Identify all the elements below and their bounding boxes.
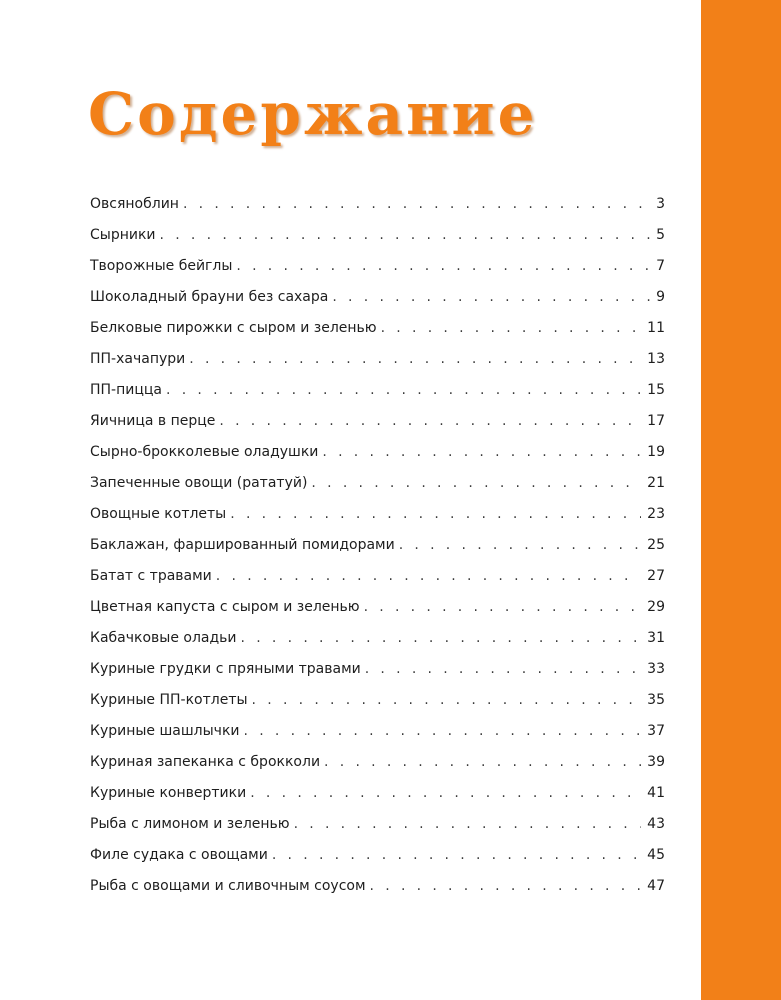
toc-dot-leader	[332, 289, 650, 305]
toc-entry-title: Куриная запеканка с брокколи	[90, 754, 321, 770]
toc-entry-page-number: 39	[647, 754, 665, 770]
toc-dot-leader	[216, 568, 641, 584]
toc-entry-title: Филе судака с овощами	[90, 847, 268, 863]
toc-entry-page-number: 23	[647, 506, 665, 522]
toc-entry-title: Куриные шашлычки	[90, 723, 240, 739]
toc-entry	[90, 351, 665, 382]
toc-entry-title: Шоколадный брауни без сахара	[90, 289, 329, 305]
toc-entry	[90, 444, 665, 475]
toc-entry	[90, 630, 665, 661]
toc-entry-page-number: 41	[647, 785, 665, 801]
toc-entry	[90, 475, 665, 506]
toc-entry-page-number: 47	[647, 878, 665, 894]
toc-dot-leader	[219, 413, 641, 429]
toc-dot-leader	[381, 320, 642, 336]
toc-entry	[90, 320, 665, 351]
toc-dot-leader	[160, 227, 651, 243]
toc-entry	[90, 382, 665, 413]
toc-entry-title: Куриные грудки с пряными травами	[90, 661, 361, 677]
toc-entry-title: Батат с травами	[90, 568, 212, 584]
toc-dot-leader	[183, 196, 650, 212]
table-of-contents	[90, 196, 665, 909]
toc-entry-page-number: 27	[647, 568, 665, 584]
toc-entry	[90, 413, 665, 444]
toc-entry-title: Творожные бейглы	[90, 258, 233, 274]
toc-entry-page-number: 13	[647, 351, 665, 367]
toc-entry	[90, 692, 665, 723]
toc-dot-leader	[365, 661, 641, 677]
toc-dot-leader	[250, 785, 641, 801]
toc-dot-leader	[370, 878, 642, 894]
toc-entry-page-number: 17	[647, 413, 665, 429]
toc-entry-title: Белковые пирожки с сыром и зеленью	[90, 320, 377, 336]
toc-dot-leader	[236, 258, 650, 274]
toc-entry	[90, 537, 665, 568]
toc-dot-leader	[399, 537, 641, 553]
page-title: Содержание	[88, 80, 538, 148]
toc-entry-page-number: 33	[647, 661, 665, 677]
toc-entry	[90, 196, 665, 227]
toc-dot-leader	[241, 630, 642, 646]
toc-entry-title: Рыба с овощами и сливочным соусом	[90, 878, 366, 894]
toc-entry-page-number: 9	[656, 289, 665, 305]
toc-entry-page-number: 11	[647, 320, 665, 336]
toc-entry-title: Цветная капуста с сыром и зеленью	[90, 599, 360, 615]
toc-entry	[90, 258, 665, 289]
orange-side-band	[701, 0, 781, 1000]
toc-dot-leader	[244, 723, 642, 739]
toc-dot-leader	[230, 506, 641, 522]
toc-entry	[90, 878, 665, 909]
toc-entry-page-number: 7	[656, 258, 665, 274]
toc-entry-title: ПП-пицца	[90, 382, 162, 398]
toc-entry-page-number: 21	[647, 475, 665, 491]
toc-entry-page-number: 31	[647, 630, 665, 646]
toc-entry-page-number: 5	[656, 227, 665, 243]
toc-entry-page-number: 35	[647, 692, 665, 708]
toc-entry-title: Куриные конвертики	[90, 785, 247, 801]
toc-entry	[90, 847, 665, 878]
toc-entry-title: Кабачковые оладьи	[90, 630, 237, 646]
toc-entry-page-number: 43	[647, 816, 665, 832]
toc-entry	[90, 227, 665, 258]
toc-dot-leader	[252, 692, 642, 708]
toc-entry-page-number: 25	[647, 537, 665, 553]
toc-entry-page-number: 3	[656, 196, 665, 212]
toc-entry-title: Яичница в перце	[90, 413, 216, 429]
toc-entry	[90, 816, 665, 847]
toc-entry	[90, 506, 665, 537]
toc-dot-leader	[272, 847, 641, 863]
toc-dot-leader	[322, 444, 641, 460]
toc-dot-leader	[166, 382, 641, 398]
toc-dot-leader	[311, 475, 641, 491]
toc-entry-page-number: 45	[647, 847, 665, 863]
toc-entry	[90, 599, 665, 630]
toc-entry	[90, 785, 665, 816]
toc-entry-title: Запеченные овощи (рататуй)	[90, 475, 308, 491]
toc-entry	[90, 661, 665, 692]
toc-entry-title: Овощные котлеты	[90, 506, 227, 522]
toc-dot-leader	[189, 351, 641, 367]
toc-entry-title: Куриные ПП-котлеты	[90, 692, 248, 708]
toc-dot-leader	[364, 599, 642, 615]
toc-entry	[90, 289, 665, 320]
toc-entry-page-number: 29	[647, 599, 665, 615]
toc-entry-page-number: 19	[647, 444, 665, 460]
toc-entry	[90, 754, 665, 785]
toc-entry-title: Рыба с лимоном и зеленью	[90, 816, 290, 832]
toc-dot-leader	[324, 754, 641, 770]
toc-entry-page-number: 37	[647, 723, 665, 739]
toc-entry-title: Овсяноблин	[90, 196, 179, 212]
toc-entry-title: ПП-хачапури	[90, 351, 186, 367]
toc-entry	[90, 723, 665, 754]
toc-entry-title: Баклажан, фаршированный помидорами	[90, 537, 395, 553]
toc-entry-title: Сырно-брокколевые оладушки	[90, 444, 319, 460]
toc-dot-leader	[294, 816, 642, 832]
toc-entry-title: Сырники	[90, 227, 156, 243]
toc-entry-page-number: 15	[647, 382, 665, 398]
toc-entry	[90, 568, 665, 599]
